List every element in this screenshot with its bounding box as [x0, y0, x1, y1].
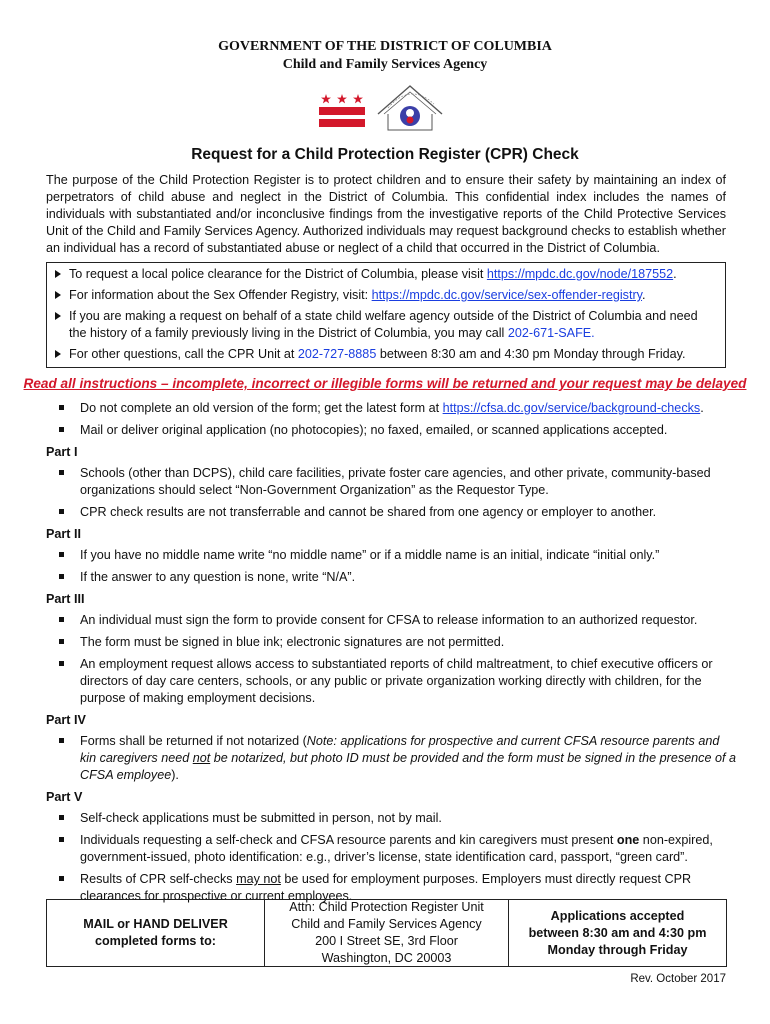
- triangle-bullet-icon: [55, 350, 61, 358]
- info-item-police-clearance: To request a local police clearance for the District of Columbia, please visit https://mpdc.dc.gov/node/187552.: [55, 266, 717, 283]
- hours-cell: [509, 900, 726, 966]
- instructions-warning: Read all instructions – incomplete, incorrect or illegible forms will be returned and your request may be delayed: [23, 376, 747, 391]
- part-3-item: An individual must sign the form to provide consent for CFSA to release information to an authorized requestor.: [46, 612, 736, 629]
- square-bullet-icon: [59, 509, 64, 514]
- mailing-info-table: [46, 899, 727, 967]
- mailing-address-cell: [265, 900, 509, 966]
- part-2-heading: Part II: [46, 527, 81, 541]
- part-1-item: CPR check results are not transferrable and cannot be shared from one agency or employer to another.: [46, 504, 736, 521]
- square-bullet-icon: [59, 574, 64, 579]
- background-checks-link[interactable]: https://cfsa.dc.gov/service/background-checks: [442, 401, 701, 415]
- part-1-heading: Part I: [46, 445, 78, 459]
- address-line: Washington, DC 20003: [321, 951, 452, 965]
- part-5-item: Individuals requesting a self-check and CFSA resource parents and kin caregivers must present one non-expired, government-issued, photo identification: e.g., driver’s license, state identification card, passport, “green card”.: [46, 832, 736, 866]
- info-item-sex-offender: For information about the Sex Offender Registry, visit: https://mpdc.dc.gov/service/sex-offender-registry.: [55, 287, 717, 304]
- cpr-unit-phone-number: 202-727-8885: [297, 347, 377, 361]
- address-line: Attn: Child Protection Register Unit: [289, 900, 484, 914]
- part-3-item: An employment request allows access to substantiated reports of child maltreatment, to chief executive officers or directors of day care centers, schools, or any public or private organization working directly with children, for the purpose of making employment decisions.: [46, 656, 736, 707]
- part-2-item: If the answer to any question is none, write “N/A”.: [46, 569, 736, 586]
- part-2-item: If you have no middle name write “no middle name” or if a middle name is an initial, indicate “initial only.”: [46, 547, 736, 564]
- square-bullet-icon: [59, 815, 64, 820]
- part-4-item: Forms shall be returned if not notarized (Note: applications for prospective and current CFSA resource parents and kin caregivers need not be notarized, but photo ID must be provided and the form must be signed in the presence of a CFSA employee).: [46, 733, 736, 784]
- triangle-bullet-icon: [55, 312, 61, 320]
- square-bullet-icon: [59, 552, 64, 557]
- general-item-latest-form: Do not complete an old version of the form; get the latest form at https://cfsa.dc.gov/service/background-checks.: [46, 400, 736, 417]
- hours-line: Monday through Friday: [547, 942, 688, 957]
- cfsa-seal-logo: [372, 80, 448, 136]
- part-5-item: Results of CPR self-checks may not be used for employment purposes. Employers must directly request CPR clearances for prospective or current employees.: [46, 871, 736, 905]
- sex-offender-registry-link[interactable]: https://mpdc.dc.gov/service/sex-offender-registry: [371, 288, 643, 302]
- square-bullet-icon: [59, 738, 64, 743]
- form-title: Request for a Child Protection Register (CPR) Check: [191, 146, 579, 163]
- info-item-out-of-state: If you are making a request on behalf of a state child welfare agency outside of the District of Columbia and need the history of a family previously living in the District of Columbia, you may call 202-671-SAFE.: [55, 308, 717, 342]
- part-1-item: Schools (other than DCPS), child care facilities, private foster care agencies, and other private, community-based organizations should select “Non-Government Organization” as the Requestor Type.: [46, 465, 736, 499]
- triangle-bullet-icon: [55, 291, 61, 299]
- part-3-heading: Part III: [46, 592, 85, 606]
- square-bullet-icon: [59, 427, 64, 432]
- part-4-heading: Part IV: [46, 713, 86, 727]
- part-5-item: Self-check applications must be submitted in person, not by mail.: [46, 810, 736, 827]
- instructions-list: [46, 400, 736, 910]
- revision-date: Rev. October 2017: [630, 973, 726, 985]
- square-bullet-icon: [59, 405, 64, 410]
- triangle-bullet-icon: [55, 270, 61, 278]
- square-bullet-icon: [59, 837, 64, 842]
- mail-label-cell: [47, 900, 265, 966]
- part-5-heading: Part V: [46, 790, 83, 804]
- safe-phone-number: 202-671-SAFE.: [507, 326, 595, 340]
- mail-label-line: MAIL or HAND DELIVER: [83, 917, 228, 931]
- info-box: [46, 262, 726, 368]
- intro-paragraph: The purpose of the Child Protection Register is to protect children and to ensure their safety by maintaining an index of perpetrators of child abuse and neglect in the District of Columbia. This confidential index includes the names of individuals with substantiated and/or inconclusive findings from the investigative reports of the Child Protective Services Unit of the Child and Family Services Agency. Authorized individuals may request background checks to establish whether an individual has a record of substantiated abuse or neglect of a child that occurred in the District of Columbia.: [46, 173, 726, 255]
- square-bullet-icon: [59, 639, 64, 644]
- mail-label-line: completed forms to:: [94, 934, 217, 948]
- address-line: Child and Family Services Agency: [291, 917, 482, 931]
- part-3-item: The form must be signed in blue ink; electronic signatures are not permitted.: [46, 634, 736, 651]
- square-bullet-icon: [59, 876, 64, 881]
- address-line: 200 I Street SE, 3rd Floor: [315, 934, 458, 948]
- agency-heading: Child and Family Services Agency: [282, 57, 488, 72]
- mpdc-clearance-link[interactable]: https://mpdc.dc.gov/node/187552: [486, 267, 674, 281]
- hours-line: Applications accepted: [550, 908, 685, 923]
- info-item-other-questions: For other questions, call the CPR Unit at 202-727-8885 between 8:30 am and 4:30 pm Monday through Friday.: [55, 346, 717, 363]
- general-item-original-application: Mail or deliver original application (no photocopies); no faxed, emailed, or scanned applications accepted.: [46, 422, 736, 439]
- dc-flag-icon: [318, 92, 366, 128]
- square-bullet-icon: [59, 661, 64, 666]
- hours-line: between 8:30 am and 4:30 pm: [528, 925, 707, 940]
- government-heading: GOVERNMENT OF THE DISTRICT OF COLUMBIA: [218, 39, 552, 54]
- square-bullet-icon: [59, 470, 64, 475]
- square-bullet-icon: [59, 617, 64, 622]
